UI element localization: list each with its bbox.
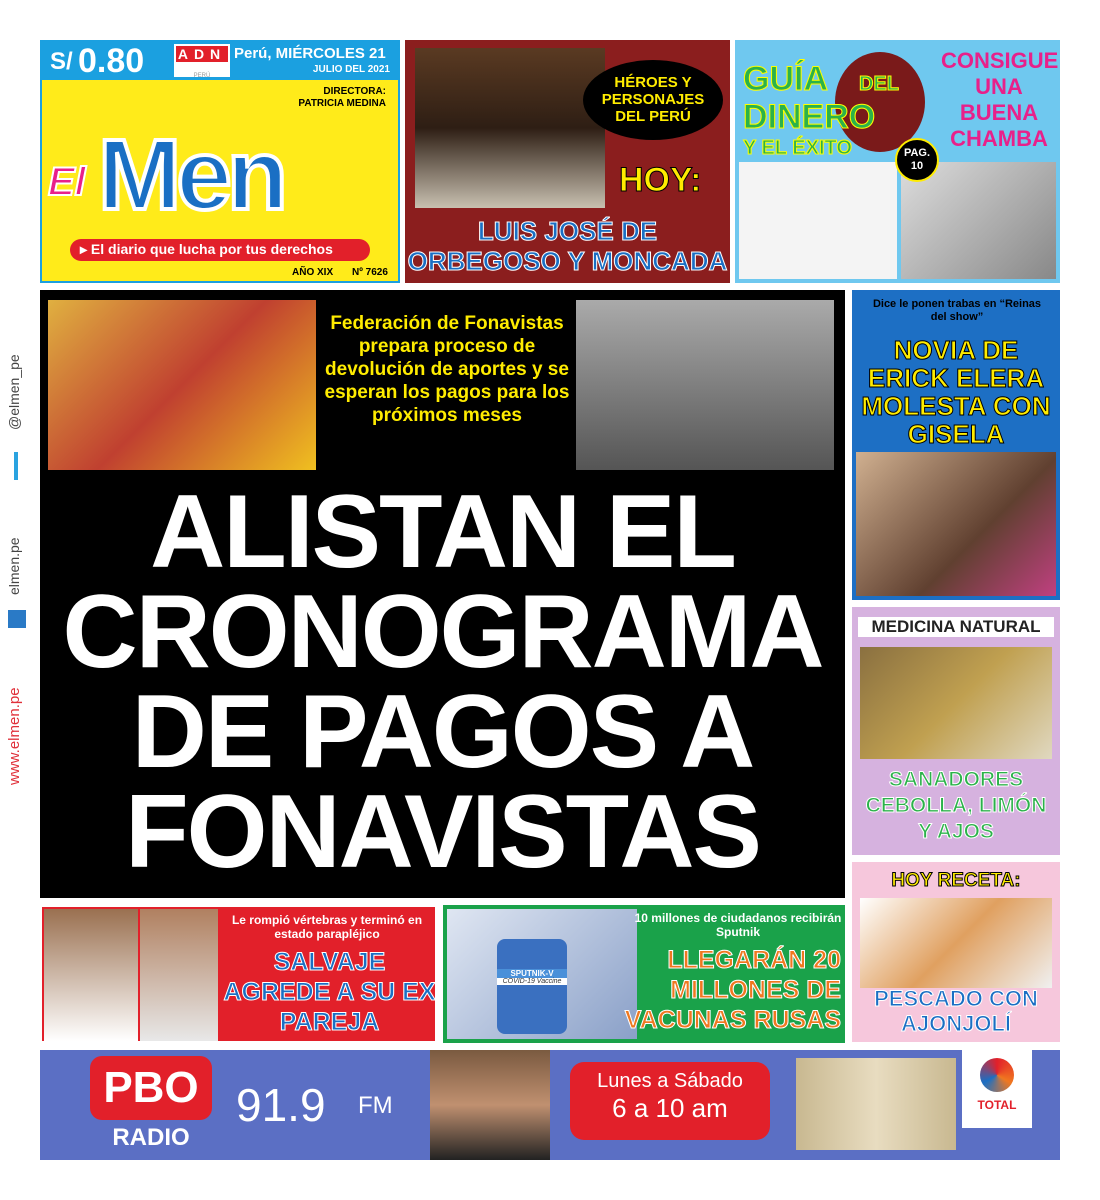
frequency: 91.9 [236,1079,326,1131]
woman-photo [140,909,218,1041]
twitter-icon [14,452,18,480]
hoy-label: HOY: [619,161,702,199]
logo-el: El [48,160,86,204]
adn-logo-sub: PERÚ [193,73,211,79]
main-headline [40,474,845,890]
adn-logo [174,44,230,77]
receta-headline: PESCADO CON AJONJOLÍ [874,986,1038,1036]
medicina-headline: SANADORES CEBOLLA, LIMÓN Y AJOS [865,768,1047,843]
currency: S/ [50,48,73,75]
date: Perú, MIÉRCOLES 21 [234,45,386,62]
masthead [40,40,400,283]
novia-kicker: Dice le ponen trabas en “Reinas del show” [872,298,1042,323]
vial-label: SPUTNIK-V [497,969,567,978]
director-label: DIRECTORA: [323,86,386,97]
facebook-icon [8,610,26,628]
vacunas-kicker: 10 millones de ciudadanos recibirán Sputnik [634,911,842,939]
heroes-section[interactable] [405,40,730,283]
portrait-image [415,48,605,208]
website-link[interactable]: www.elmen.pe [6,687,23,785]
guia-photo-1 [739,162,897,279]
guia-title-del: DEL [859,73,899,95]
page-badge: PAG. 10 [895,138,939,182]
facebook-handle[interactable]: elmen.pe [6,537,22,595]
year: AÑO XIX [292,267,334,278]
medicina-story[interactable] [852,607,1060,855]
band: FM [358,1092,393,1119]
guia-section[interactable] [735,40,1060,283]
slogan: ▸ El diario que lucha por tus derechos [70,239,370,261]
salvaje-story[interactable] [40,905,437,1043]
novia-headline: NOVIA DE ERICK ELERA MOLESTA CON GISELA [861,335,1051,449]
medicina-photo [860,647,1052,759]
adn-logo-text: ADN [177,46,227,62]
vaccine-vial [497,939,567,1034]
director-name: PATRICIA MEDINA [298,98,386,109]
logo-men: Men [98,119,283,231]
pbo-radio-label: RADIO [112,1124,190,1151]
main-summary: Federación de Fonavistas prepara proceso de devolución de aportes y se esperan los pagos para los próximos meses [324,313,570,426]
oil-products-image [796,1058,956,1150]
salvaje-headline: SALVAJE AGREDE A SU EX PAREJA [223,948,436,1036]
vacunas-story[interactable] [443,905,845,1043]
salvaje-kicker: Le rompió vértebras y terminó en estado parapléjico [231,913,423,941]
headline-line: CRONOGRAMA [62,574,823,690]
issue-number: Nº 7626 [352,267,388,278]
slogan-text: El diario que lucha por tus derechos [90,241,333,257]
schedule-days: Lunes a Sábado [597,1070,743,1092]
headline-line: DE PAGOS A [131,674,754,790]
vial-sub: COVID-19 Vaccine [497,978,567,985]
man-photo [44,909,138,1041]
receta-label: HOY RECETA: [891,870,1021,891]
price: 0.80 [78,42,145,80]
price-date-strip [42,42,398,80]
gathering-photo [576,300,834,470]
hero-name: LUIS JOSÉ DE ORBEGOSO Y MONCADA [407,216,728,276]
guia-title: GUÍA [743,60,828,98]
date-sub: JULIO DEL 2021 [312,64,390,75]
total-logo [962,1050,1032,1128]
total-logo-icon [980,1058,1014,1092]
schedule-box [570,1062,770,1140]
medicina-label: MEDICINA NATURAL [858,617,1054,637]
twitter-handle[interactable]: @elmen_pe [6,354,22,430]
side-social-strip [0,330,36,790]
heroes-badge: HÉROES Y PERSONAJES DEL PERÚ [583,60,723,140]
guia-title-dinero: DINERO [743,98,876,136]
protest-photo [48,300,316,470]
couple-photo [856,452,1056,596]
novia-story[interactable] [852,290,1060,600]
schedule-hours: 6 a 10 am [612,1093,728,1123]
pbo-logo: PBO [90,1056,212,1120]
vacunas-headline: LLEGARÁN 20 MILLONES DE VACUNAS RUSAS [624,946,841,1034]
headline-line: ALISTAN EL [150,474,735,590]
receta-photo [860,898,1052,988]
sponsor-name: TOTAL [977,1098,1017,1112]
host-photo [430,1050,550,1160]
guia-headline: CONSIGUE UNA BUENA CHAMBA [941,48,1059,151]
headline-line: FONAVISTAS [125,774,760,890]
receta-story[interactable] [852,862,1060,1042]
pbo-radio-ad[interactable] [40,1050,1060,1160]
main-story[interactable] [40,290,845,898]
guia-title-exito: Y EL ÉXITO [743,137,852,159]
